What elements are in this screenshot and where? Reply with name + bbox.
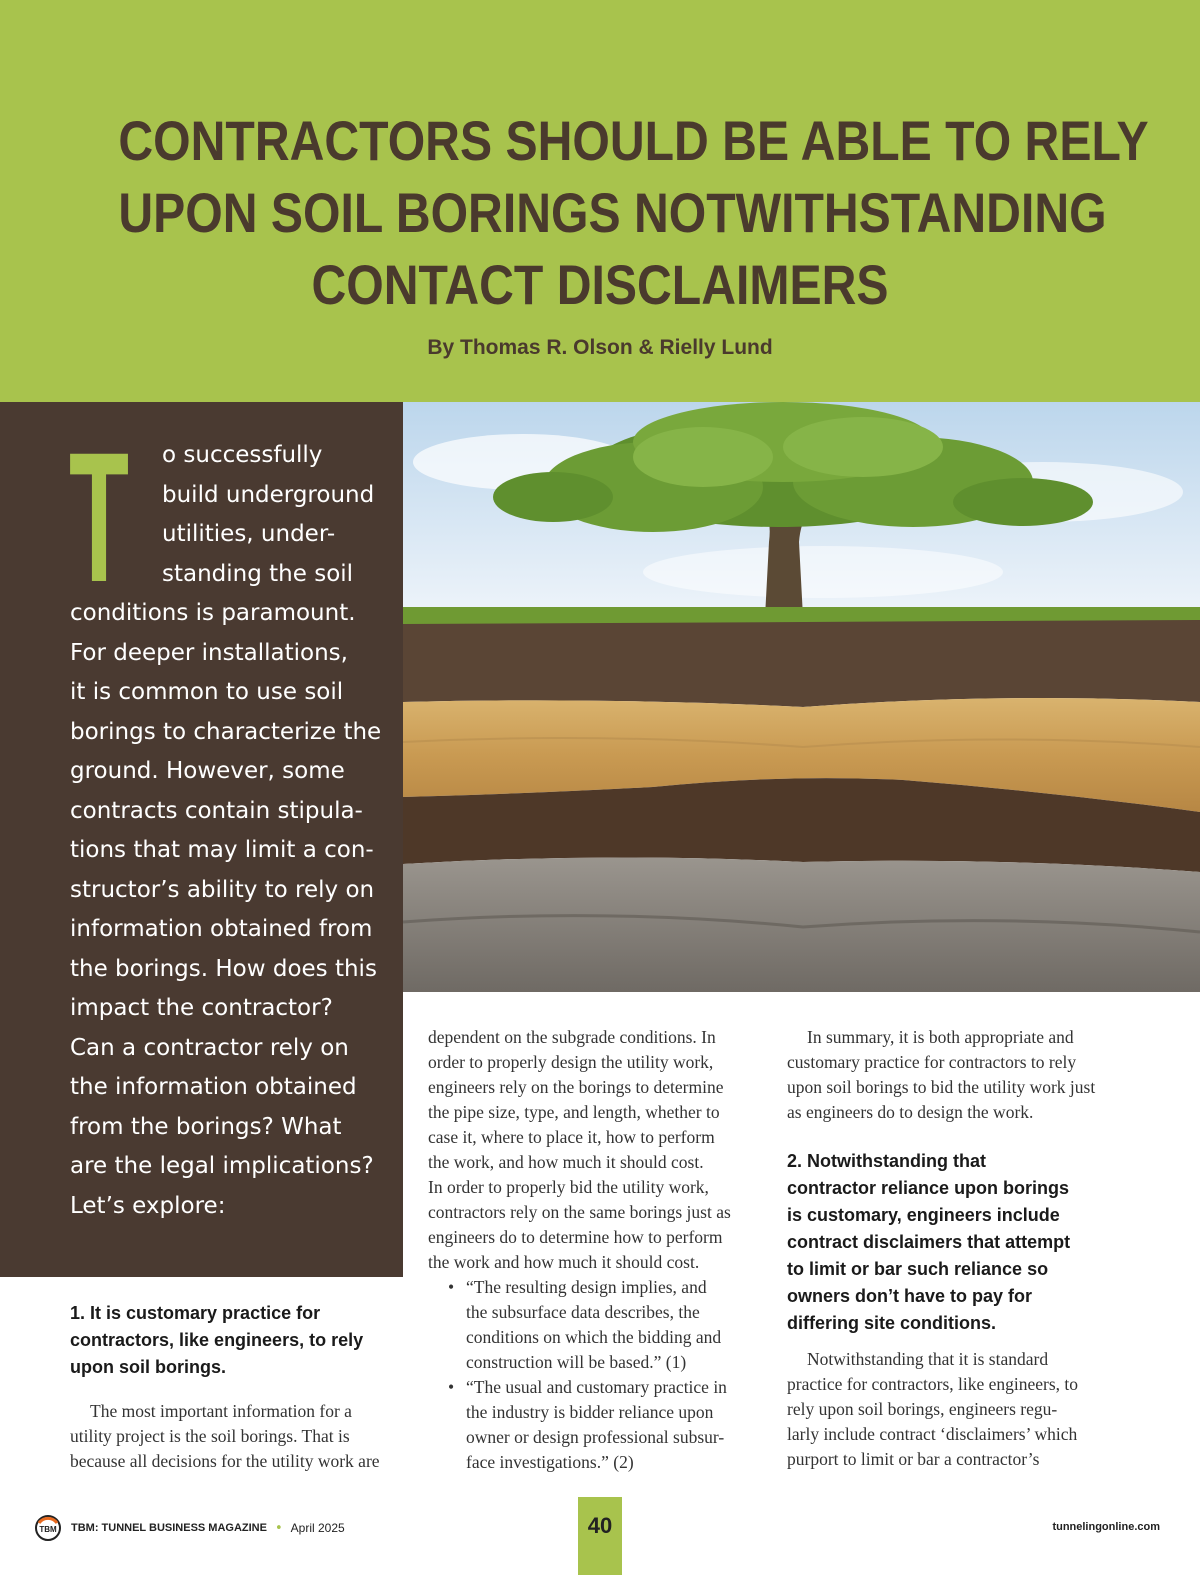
paragraph-line: practice for contractors, like engineers, to [787, 1374, 1079, 1394]
bullet-line: the subsurface data describes, the [466, 1302, 700, 1322]
heading-line: contractors, like engineers, to rely [70, 1330, 364, 1350]
intro-line: from the borings? What [70, 1113, 342, 1140]
topsoil [403, 620, 1200, 707]
heading-line: upon soil borings. [70, 1357, 226, 1377]
intro-line: tions that may limit a con- [70, 837, 374, 863]
heading-line: differing site conditions. [787, 1313, 997, 1333]
paragraph-line: larly include contract ‘disclaimers’ which [787, 1424, 1078, 1444]
intro-line: Can a contractor rely on [70, 1034, 349, 1061]
heading-line: contract disclaimers that attempt [787, 1232, 1071, 1252]
heading-line: owners don’t have to pay for [787, 1286, 1033, 1306]
bullet-line: face investigations.” (2) [466, 1452, 634, 1472]
bullet-dot: • [448, 1377, 455, 1397]
byline: By Thomas R. Olson & Rielly Lund [427, 336, 773, 359]
intro-line: borings to characterize the [70, 718, 382, 745]
intro-line: contracts contain stipula- [70, 797, 363, 824]
intro-line: ground. However, some [70, 758, 345, 784]
paragraph-line: In order to properly bid the utility work, [428, 1177, 709, 1197]
article-title [118, 105, 1149, 321]
bullet-line: “The resulting design implies, and [466, 1277, 707, 1297]
bullet-dot: • [448, 1277, 455, 1297]
paragraph-line: engineers do to determine how to perform [428, 1227, 723, 1247]
paragraph-line: The most important information for a [90, 1401, 352, 1421]
paragraph-line: dependent on the subgrade conditions. In [428, 1027, 716, 1047]
paragraph [787, 1347, 1122, 1472]
intro-line: structor’s ability to rely on [70, 876, 375, 903]
bullet-line: owner or design professional subsur- [466, 1427, 725, 1447]
heading-line: to limit or bar such reliance so [787, 1259, 1049, 1279]
bullet-line: construction will be based.” (1) [466, 1352, 687, 1372]
paragraph-line: customary practice for contractors to rely [787, 1052, 1077, 1072]
drop-cap-letter: T [69, 447, 129, 581]
bullet-line: conditions on which the bidding and [466, 1327, 722, 1347]
paragraph-line: purport to limit or bar a contractor’s [787, 1449, 1040, 1469]
title-line: CONTRACTORS SHOULD BE ABLE TO RELY [118, 109, 1149, 172]
paragraph-line: the work and how much it should cost. [428, 1252, 700, 1272]
bullet-item [428, 1375, 758, 1475]
footer-masthead [35, 1514, 345, 1542]
website-link[interactable]: tunnelingonline.com [1052, 1521, 1160, 1533]
logo-text: TBM [39, 1525, 57, 1534]
header-banner [0, 0, 1200, 402]
paragraph-line: because all decisions for the utility work are [70, 1451, 380, 1471]
heading-line: 2. Notwithstanding that [787, 1151, 986, 1171]
paragraph-line: case it, where to place it, how to perform [428, 1127, 715, 1147]
paragraph [70, 1399, 405, 1474]
intro-line: are the legal implications? [70, 1153, 374, 1179]
title-line: CONTACT DISCLAIMERS [311, 253, 889, 316]
heading-line: is customary, engineers include [787, 1205, 1060, 1225]
intro-line: conditions is paramount. [70, 600, 356, 626]
rock-layer [403, 857, 1200, 992]
bullet-item [428, 1275, 758, 1375]
tbm-logo-icon [35, 1515, 61, 1541]
paragraph-line: the pipe size, type, and length, whether to [428, 1102, 720, 1122]
paragraph-line: order to properly design the utility work, [428, 1052, 714, 1072]
paragraph-line: engineers rely on the borings to determine [428, 1077, 724, 1097]
section-heading-1 [70, 1300, 405, 1381]
intro-line: utilities, under- [162, 521, 336, 547]
intro-line: build underground [162, 481, 375, 508]
column-2 [428, 1025, 758, 1475]
column-3 [787, 1025, 1122, 1472]
intro-line: the information obtained [70, 1074, 357, 1100]
intro-line: impact the contractor? [70, 995, 333, 1021]
bullet-line: the industry is bidder reliance upon [466, 1402, 714, 1422]
intro-text [70, 436, 380, 1226]
paragraph-line: upon soil borings to bid the utility work just [787, 1077, 1096, 1097]
intro-line: the borings. How does this [70, 955, 377, 982]
paragraph-line: the work, and how much it should cost. [428, 1152, 704, 1172]
paragraph-line: utility project is the soil borings. That is [70, 1426, 350, 1446]
paragraph-line: as engineers do to design the work. [787, 1102, 1034, 1122]
bullet-line: “The usual and customary practice in [466, 1377, 727, 1397]
paragraph-line: Notwithstanding that it is standard [807, 1349, 1049, 1369]
paragraph-line: rely upon soil borings, engineers regu- [787, 1399, 1058, 1419]
issue-date: April 2025 [290, 1521, 345, 1535]
magazine-name: TBM: TUNNEL BUSINESS MAGAZINE [71, 1522, 267, 1534]
paragraph-line: contractors rely on the same borings just as [428, 1202, 731, 1222]
footer-separator: • [274, 1520, 283, 1536]
section-heading-2 [787, 1148, 1122, 1337]
title-line: UPON SOIL BORINGS NOTWITHSTANDING [118, 181, 1107, 244]
page-number: 40 [578, 1497, 622, 1575]
intro-line: information obtained from [70, 916, 373, 942]
intro-line: Let’s explore: [70, 1192, 226, 1219]
intro-line: standing the soil [162, 560, 354, 587]
heading-line: 1. It is customary practice for [70, 1303, 321, 1323]
column-1 [70, 1300, 405, 1474]
paragraph [787, 1025, 1122, 1125]
tree-soil-layers-image [403, 402, 1200, 992]
intro-line: For deeper installations, [70, 639, 348, 666]
intro-line: o successfully [162, 442, 323, 468]
intro-line: it is common to use soil [70, 679, 344, 705]
paragraph-line: In summary, it is both appropriate and [807, 1027, 1074, 1047]
heading-line: contractor reliance upon borings [787, 1178, 1070, 1198]
